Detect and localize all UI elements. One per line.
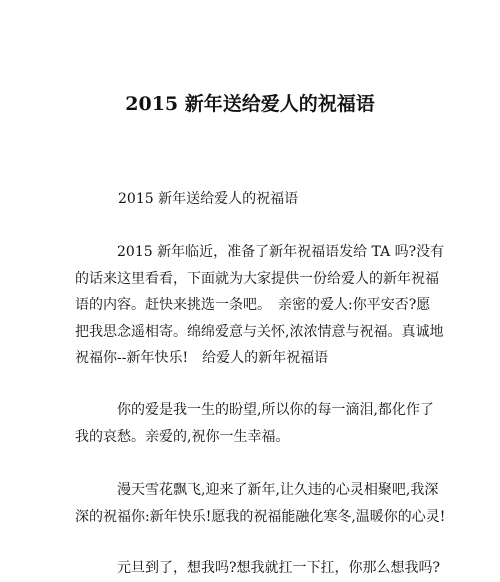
paragraph-line: 我的哀愁。亲爱的,祝你一生幸福。: [75, 428, 290, 445]
paragraph-4: [75, 555, 441, 582]
paragraph-line: 漫天雪花飘飞,迎来了新年,让久违的心灵相聚吧,我深: [117, 482, 439, 498]
paragraph-1: [75, 239, 445, 372]
paragraph-line: 语的内容。赶快来挑选一条吧。 亲密的爱人:你平安否?愿: [75, 297, 431, 313]
paragraph-line: 把我思念遥相寄。绵绵爱意与关怀,浓浓情意与祝福。真诚地: [75, 323, 444, 340]
document-subtitle: 2015 新年送给爱人的祝福语: [118, 191, 299, 207]
paragraph-line: 元旦到了，想我吗?想我就扛一下扛，你那么想我吗?: [117, 560, 441, 576]
paragraph-line: 深的祝福你:新年快乐!愿我的祝福能融化寒冬,温暖你的心灵!: [75, 508, 446, 525]
paragraph-2: [75, 397, 435, 450]
document-title: 2015 新年送给爱人的祝福语: [125, 93, 375, 115]
paragraph-3: [75, 477, 446, 530]
paragraph-line: 2015 新年临近，准备了新年祝福语发给 TA 吗?没有: [117, 244, 445, 260]
paragraph-line: 的话来这里看看，下面就为大家提供一份给爱人的新年祝福: [75, 270, 439, 287]
paragraph-line: 你的爱是我一生的盼望,所以你的每一滴泪,都化作了: [117, 402, 434, 418]
paragraph-line: 祝福你--新年快乐! 给爱人的新年祝福语: [75, 350, 329, 366]
